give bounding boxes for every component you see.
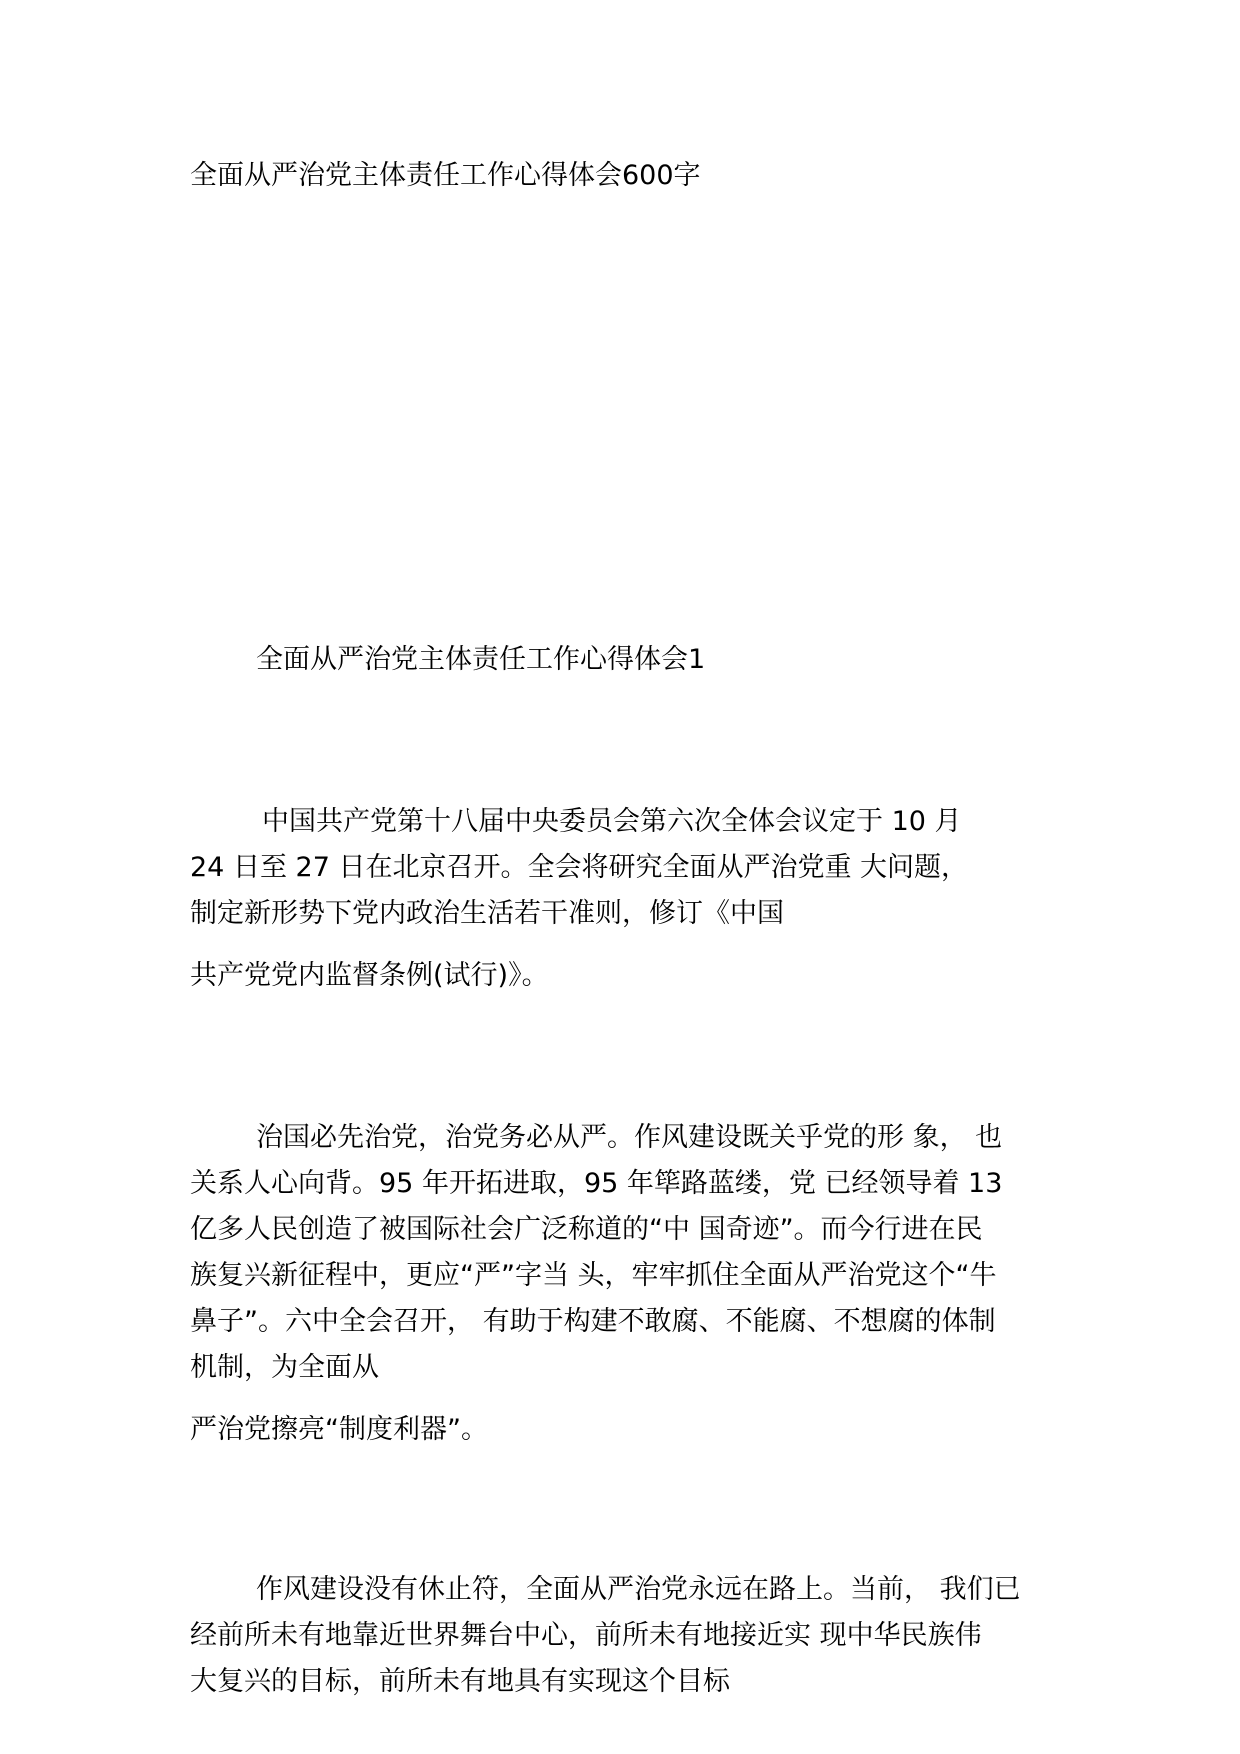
paragraph-line: 经前所未有地靠近世界舞台中心，前所未有地接近实 现中华民族伟	[190, 1620, 982, 1651]
paragraph-line: 共产党党内监督条例(试行)》。	[190, 960, 549, 991]
paragraph-line: 鼻子”。六中全会召开， 有助于构建不敢腐、不能腐、不想腐的体制	[190, 1306, 996, 1337]
paragraph-line: 24 日至 27 日在北京召开。全会将研究全面从严治党重 大问题，	[190, 852, 969, 883]
paragraph-line: 亿多人民创造了被国际社会广泛称道的“中 国奇迹”。而今行进在民	[190, 1214, 983, 1245]
paragraph-line: 机制，为全面从	[190, 1352, 379, 1383]
paragraph-line: 作风建设没有休止符，全面从严治党永远在路上。当前， 我们已	[256, 1574, 1021, 1605]
paragraph-line: 关系人心向背。95 年开拓进取，95 年筚路蓝缕，党 已经领导着 13	[190, 1168, 1003, 1199]
paragraph-line: 大复兴的目标，前所未有地具有实现这个目标	[190, 1666, 730, 1697]
document-title: 全面从严治党主体责任工作心得体会600字	[190, 160, 701, 191]
paragraph-line: 严治党擦亮“制度利器”。	[190, 1414, 488, 1445]
paragraph-line: 中国共产党第十八届中央委员会第六次全体会议定于 10 月	[262, 806, 962, 837]
paragraph-line: 制定新形势下党内政治生活若干准则，修订《中国	[190, 898, 784, 929]
paragraph-line: 治国必先治党，治党务必从严。作风建设既关乎党的形 象， 也	[256, 1122, 1003, 1153]
section-heading: 全面从严治党主体责任工作心得体会1	[256, 644, 706, 675]
paragraph-line: 族复兴新征程中，更应“严”字当 头，牢牢抓住全面从严治党这个“牛	[190, 1260, 997, 1291]
